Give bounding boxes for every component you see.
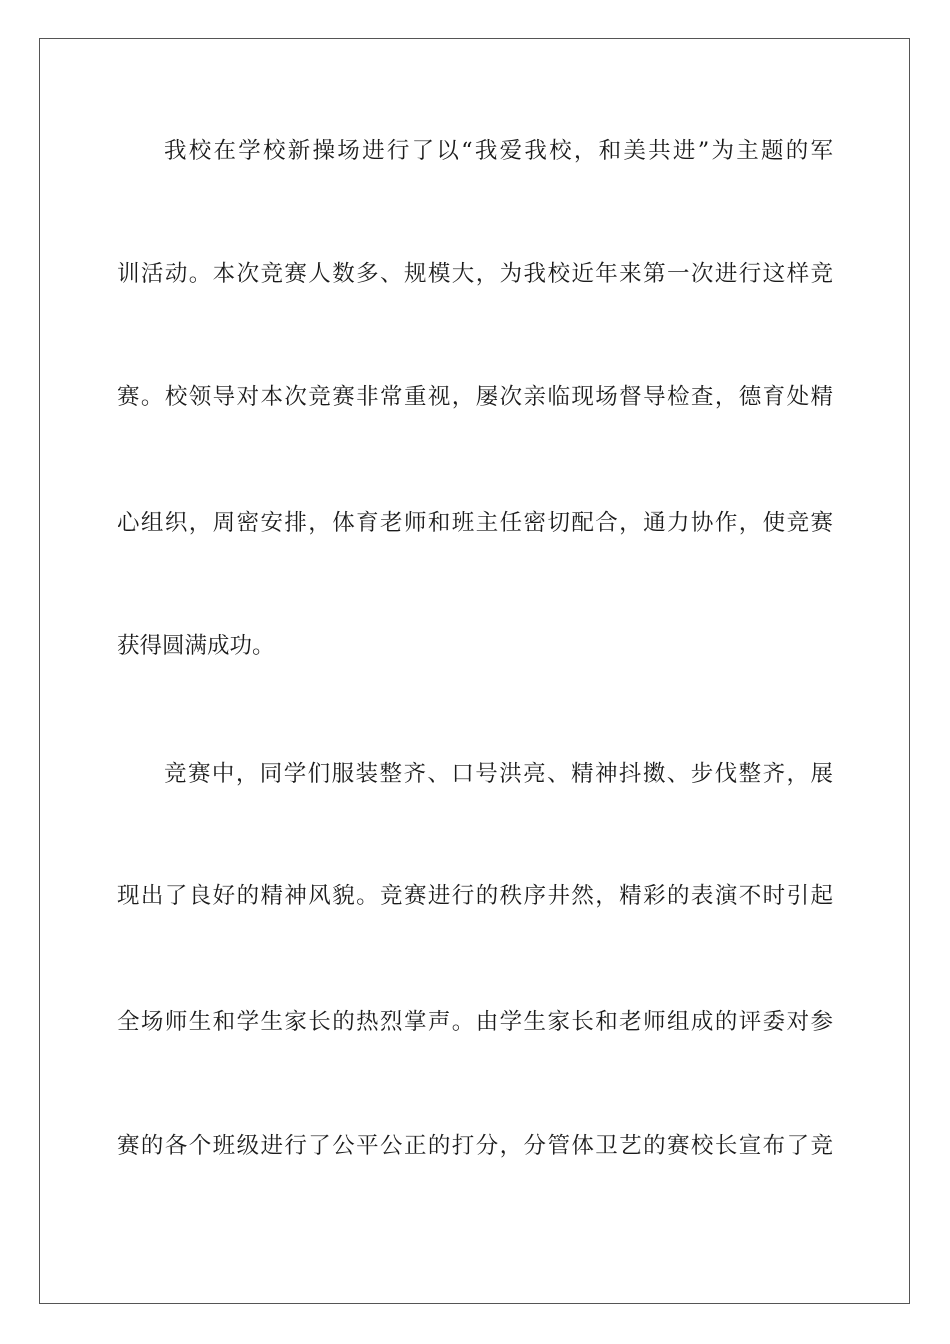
paragraph-2-line-4: 赛的各个班级进行了公平公正的打分，分管体卫艺的赛校长宣布了竞 bbox=[117, 1133, 833, 1159]
paragraph-2-line-3: 全场师生和学生家长的热烈掌声。由学生家长和老师组成的评委对参 bbox=[117, 1009, 833, 1035]
page-border bbox=[39, 38, 910, 1304]
paragraph-2-line-1: 竞赛中，同学们服装整齐、口号洪亮、精神抖擞、步伐整齐，展 bbox=[164, 761, 833, 787]
paragraph-1-line-3: 赛。校领导对本次竞赛非常重视，屡次亲临现场督导检查，德育处精 bbox=[117, 384, 833, 410]
paragraph-1-line-5: 获得圆满成功。 bbox=[117, 633, 275, 659]
paragraph-2-line-2: 现出了良好的精神风貌。竞赛进行的秩序井然，精彩的表演不时引起 bbox=[117, 883, 833, 909]
paragraph-1-line-1: 我校在学校新操场进行了以“我爱我校，和美共进”为主题的军 bbox=[164, 138, 833, 164]
paragraph-1-line-4: 心组织，周密安排，体育老师和班主任密切配合，通力协作，使竞赛 bbox=[117, 510, 833, 536]
paragraph-1-line-2: 训活动。本次竞赛人数多、规模大，为我校近年来第一次进行这样竞 bbox=[117, 261, 833, 287]
